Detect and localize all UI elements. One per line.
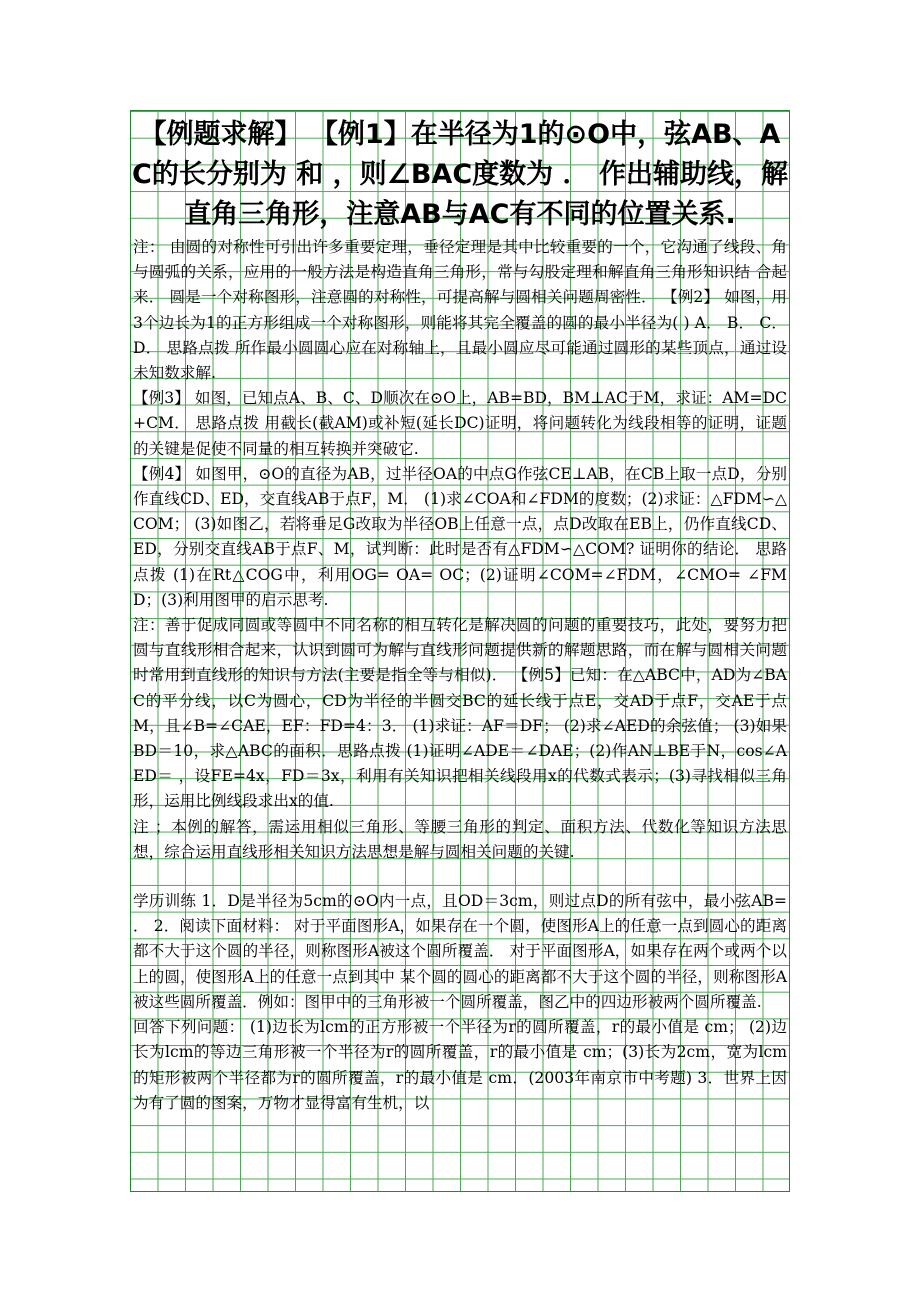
page-title: 【例题求解】 【例1】在半径为1的⊙O中，弦AB、AC的长分别为 和 ，则∠BAC度数为 ． 作出辅助线，解直角三角形，注意AB与AC有不同的位置关系.	[132, 119, 788, 230]
paragraph-note-1: 注： 由圆的对称性可引出许多重要定理，垂径定理是其中比较重要的一个，它沟通了线段、角与圆弧的关系，应用的一般方法是构造直角三角形，常与勾股定理和解直角三角形知识结 合起来． 圆是一个对称图形，注意圆的对称性，可提高解与圆相关问题周密性． 【例2】 如图，用3个边长为1的正方形组成一个对称图形，则能将其完全覆盖的圆的最小半径为( ) A． B． C． D． 思路点拨 所作最小圆圆心应在对称轴上，且最小圆应尽可能通过圆形的某些顶点，通过设未知数求解.	[133, 238, 787, 383]
paragraph-questions: 回答下列问题： (1)边长为lcm的正方形被一个半径为r的圆所覆盖，r的最小值是 cm； (2)边长为lcm的等边三角形被一个半径为r的圆所覆盖，r的最小值是 cm；(3)长为2cm，宽为lcm的矩形被两个半径都为r的圆所覆盖，r的最小值是 cm．(2003年南京市中考题) 3．世界上因为有了圆的图案，万物才显得富有生机，以	[133, 1018, 787, 1112]
paragraph-example-4: 【例4】 如图甲，⊙O的直径为AB，过半径OA的中点G作弦CE⊥AB，在CB上取一点D，分别作直线CD、ED，交直线AB于点F，M． (1)求∠COA和∠FDM的度数；(2)求证：△FDM∽△COM； (3)如图乙，若将垂足G改取为半径OB上任意一点，点D改取在EB上，仍作直线CD、ED，分别交直线AB于点F、M，试判断：此时是否有△FDM∽△COM? 证明你的结论． 思路点拨 (1)在Rt△COG中，利用OG= OA= OC；(2)证明∠COM=∠FDM，∠CMO= ∠FMD；(3)利用图甲的启示思考.	[133, 464, 787, 609]
paragraph-example-3: 【例3】 如图，已知点A、B、C、D顺次在⊙O上，AB=BD，BM⊥AC于M，求证：AM=DC+CM． 思路点拨 用截长(截AM)或补短(延长DC)证明，将问题转化为线段相等的证明，证题的关键是促使不同量的相互转换并突破它.	[133, 389, 787, 458]
document-body	[131, 235, 789, 1116]
paragraph-example-5: 注：善于促成同圆或等圆中不同名称的相互转化是解决圆的问题的重要技巧，此处，要努力把圆与直线形相合起来，认识到圆可为解与直线形问题提供新的解题思路，而在解与圆相关问题时常用到直线形的知识与方法(主要是指全等与相似)． 【例5】已知：在△ABC中，AD为∠BAC的平分线，以C为圆心，CD为半径的半圆交BC的延长线于点E，交AD于点F，交AE于点M，且∠B=∠CAE，EF：FD=4：3． (1)求证：AF＝DF； (2)求∠AED的余弦值； (3)如果BD＝10，求△ABC的面积．思路点拨 (1)证明∠ADE＝∠DAE；(2)作AN⊥BE于N，cos∠AED＝ ，设FE=4x，FD＝3x，利用有关知识把相关线段用x的代数式表示；(3)寻找相似三角形，运用比例线段求出x的值.	[133, 616, 787, 811]
blank-line	[133, 865, 787, 889]
document-page	[130, 110, 790, 1192]
paragraph-exercises: 学历训练 1．D是半径为5cm的⊙O内一点，且OD＝3cm，则过点D的所有弦中，最小弦AB= ． 2．阅读下面材料： 对于平面图形A，如果存在一个圆，使图形A上的任意一点到圆心的距离都不大于这个圆的半径，则称图形A被这个圆所覆盖． 对于平面图形A，如果存在两个或两个以上的圆，使图形A上的任意一点到其中 某个圆的圆心的距离都不大于这个圆的半径，则称图形A被这些圆所覆盖．例如：图甲中的三角形被一个圆所覆盖，图乙中的四边形被两个圆所覆盖.	[133, 892, 787, 1011]
paragraph-note-2: 注 ；本例的解答，需运用相似三角形、等腰三角形的判定、面积方法、代数化等知识方法思想，综合运用直线形相关知识方法思想是解与圆相关问题的关键.	[133, 817, 787, 861]
